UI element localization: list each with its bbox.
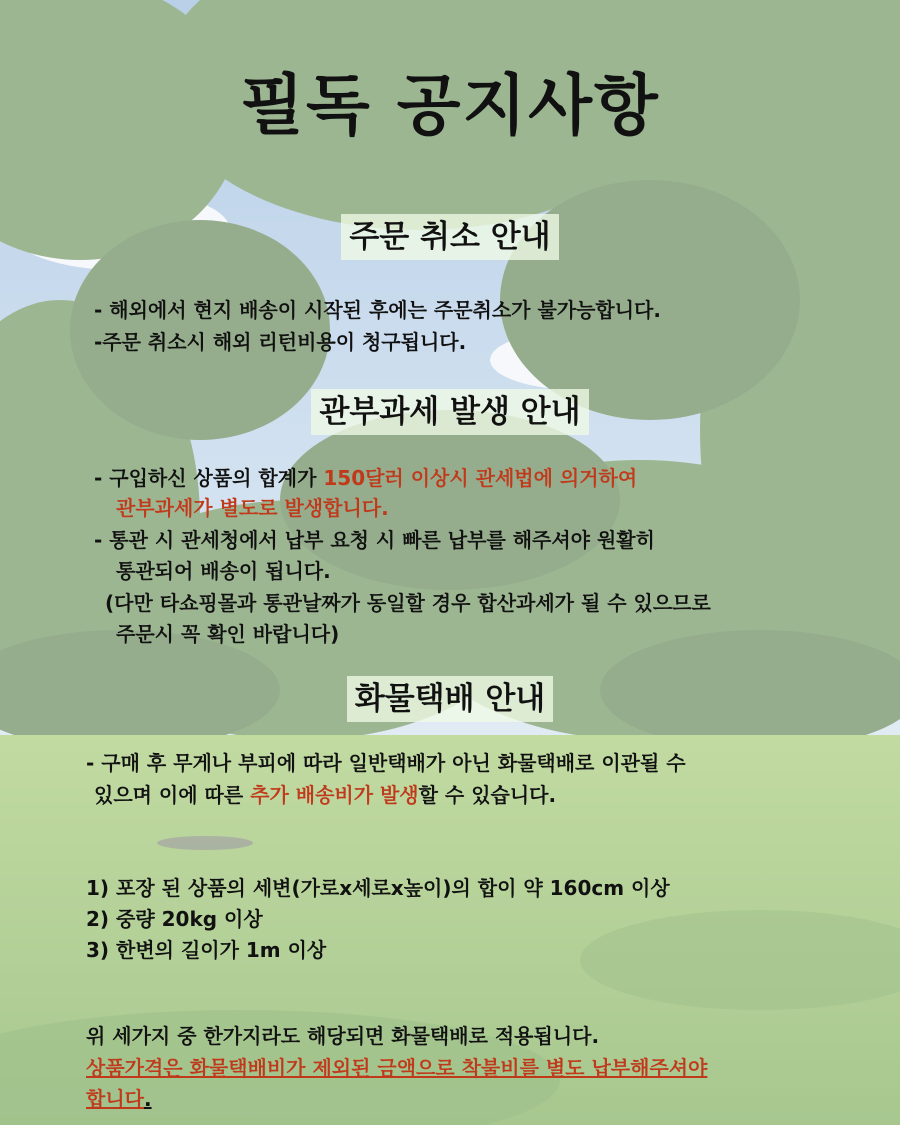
cancel-line-1: - 해외에서 현지 배송이 시작된 후에는 주문취소가 불가능합니다. bbox=[94, 298, 661, 322]
freight-line-2-text-a: 있으며 이에 따른 bbox=[94, 783, 251, 807]
customs-line-1 bbox=[94, 464, 637, 492]
extra-shipping-fee-highlight: 추가 배송비가 발생 bbox=[250, 783, 419, 807]
customs-line-1-text: - 구입하신 상품의 합계가 bbox=[94, 466, 324, 490]
freight-warning-line-2-text: 합니다 bbox=[86, 1087, 144, 1111]
freight-section-heading bbox=[0, 676, 900, 722]
customs-line-5: (다만 타쇼핑몰과 통관날짜가 동일할 경우 합산과세가 될 수 있으므로 bbox=[105, 591, 711, 615]
freight-line-2-text-c: 할 수 있습니다. bbox=[418, 783, 557, 807]
freight-heading-text: 화물택배 안내 bbox=[347, 676, 553, 722]
cancel-line-2: -주문 취소시 해외 리턴비용이 청구됩니다. bbox=[94, 330, 467, 354]
customs-threshold-highlight: 150달러 이상시 관세법에 의거하여 bbox=[323, 466, 638, 490]
customs-section-heading bbox=[0, 389, 900, 435]
freight-warning-line-1: 상품가격은 화물택배비가 제외된 금액으로 착불비를 별도 납부해주셔야 bbox=[86, 1056, 708, 1080]
condition-item-2: 2) 중량 20kg 이상 bbox=[86, 907, 263, 931]
freight-line-2 bbox=[94, 781, 556, 809]
customs-line-2-highlight: 관부과세가 별도로 발생합니다. bbox=[116, 496, 389, 520]
cancel-section-heading bbox=[0, 214, 900, 260]
condition-item-1: 1) 포장 된 상품의 세변(가로x세로x높이)의 합이 약 160cm 이상 bbox=[86, 876, 670, 900]
freight-footer-note: 위 세가지 중 한가지라도 해당되면 화물택배로 적용됩니다. bbox=[86, 1024, 600, 1048]
condition-item-3: 3) 한변의 길이가 1m 이상 bbox=[86, 938, 327, 962]
customs-line-4: 통관되어 배송이 됩니다. bbox=[116, 559, 331, 583]
customs-line-6: 주문시 꼭 확인 바랍니다) bbox=[116, 622, 340, 646]
customs-heading-text: 관부과세 발생 안내 bbox=[311, 389, 588, 435]
freight-line-1: - 구매 후 무게나 부피에 따라 일반택배가 아닌 화물택배로 이관될 수 bbox=[86, 751, 686, 775]
cancel-heading-text: 주문 취소 안내 bbox=[341, 214, 558, 260]
freight-warning-line-2 bbox=[86, 1085, 152, 1113]
page-title: 필독 공지사항 bbox=[240, 67, 660, 144]
freight-warning-period: . bbox=[143, 1087, 152, 1111]
customs-line-3: - 통관 시 관세청에서 납부 요청 시 빠른 납부를 해주셔야 원활히 bbox=[94, 528, 655, 552]
